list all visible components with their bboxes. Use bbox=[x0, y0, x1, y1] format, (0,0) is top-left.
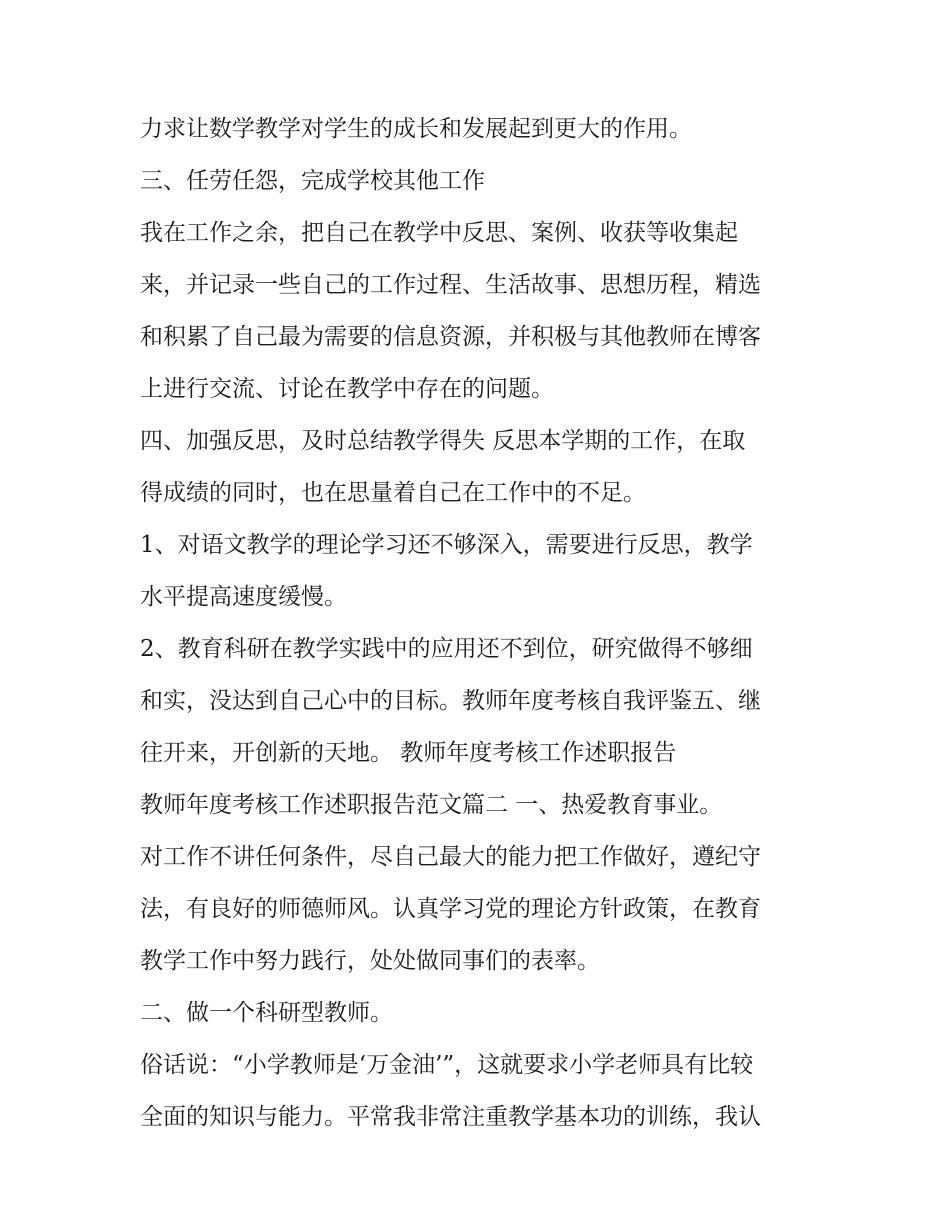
list-item: 2、教育科研在教学实践中的应用还不到位，研究做得不够细 bbox=[140, 636, 753, 662]
section-heading: 四、加强反思，及时总结教学得失 反思本学期的工作，在取 bbox=[140, 428, 746, 454]
text-line: 对工作不讲任何条件，尽自己最大的能力把工作做好，遵纪守 bbox=[140, 844, 761, 870]
list-item: 1、对语文教学的理论学习还不够深入，需要进行反思，教学 bbox=[140, 532, 753, 558]
text-line: 全面的知识与能力。平常我非常注重教学基本功的训练，我认 bbox=[140, 1104, 761, 1130]
text-line: 法，有良好的师德师风。认真学习党的理论方针政策，在教育 bbox=[140, 896, 761, 922]
text-line: 上进行交流、讨论在教学中存在的问题。 bbox=[140, 376, 554, 402]
text-line: 水平提高速度缓慢。 bbox=[140, 584, 347, 610]
section-heading: 教师年度考核工作述职报告范文篇二 一、热爱教育事业。 bbox=[140, 792, 723, 818]
text-line: 力求让数学教学对学生的成长和发展起到更大的作用。 bbox=[140, 116, 692, 142]
document-body bbox=[140, 103, 820, 1143]
text-line: 我在工作之余，把自己在教学中反思、案例、收获等收集起 bbox=[140, 220, 738, 246]
text-line: 得成绩的同时，也在思量着自己在工作中的不足。 bbox=[140, 480, 646, 506]
text-line: 往开来，开创新的天地。 教师年度考核工作述职报告 bbox=[140, 740, 677, 766]
text-line: 和积累了自己最为需要的信息资源，并积极与其他教师在博客 bbox=[140, 324, 761, 350]
text-line: 教学工作中努力践行，处处做同事们的表率。 bbox=[140, 948, 600, 974]
section-heading: 二、做一个科研型教师。 bbox=[140, 1000, 393, 1026]
text-line: 俗话说：“小学教师是‘万金油’”，这就要求小学老师具有比较 bbox=[140, 1052, 754, 1078]
text-line: 来，并记录一些自己的工作过程、生活故事、思想历程，精选 bbox=[140, 272, 761, 298]
text-line: 和实，没达到自己心中的目标。教师年度考核自我评鉴五、继 bbox=[140, 688, 761, 714]
section-heading: 三、任劳任怨，完成学校其他工作 bbox=[140, 168, 485, 194]
